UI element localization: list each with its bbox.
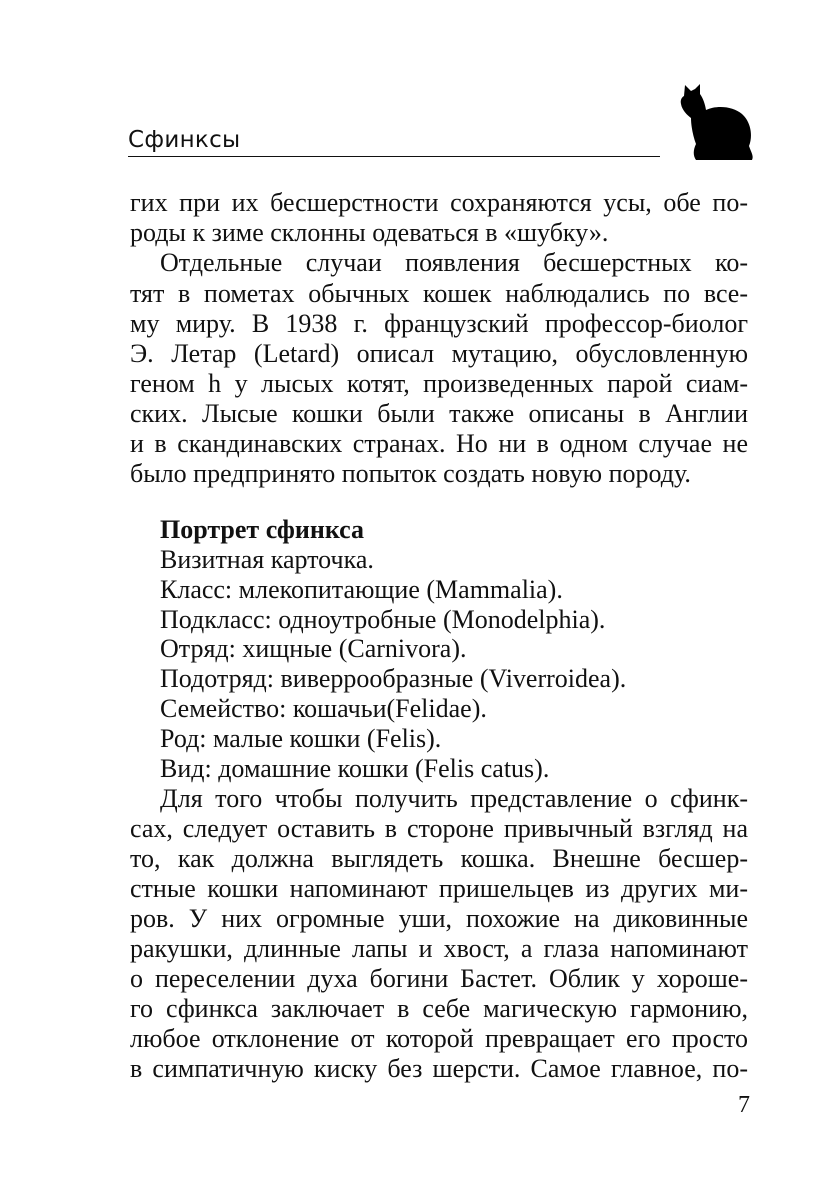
text-line: ров. У них огромные уши, похожие на диковинные bbox=[130, 904, 748, 933]
header-rule bbox=[128, 156, 660, 157]
text-line: му миру. В 1938 г. французский профессор-биолог bbox=[130, 309, 748, 338]
text-line: о переселении духа богини Бастет. Облик у хороше- bbox=[130, 964, 748, 993]
text-line: тят в пометах обычных кошек наблюдались по все- bbox=[130, 279, 748, 308]
text-line: роды к зиме склонны одеваться в «шубку». bbox=[130, 218, 609, 247]
text-line: геном h у лысых котят, произведенных парой сиам- bbox=[130, 369, 748, 398]
text-line: сах, следует оставить в стороне привычный взгляд на bbox=[130, 814, 748, 843]
classification-line: Род: малые кошки (Felis). bbox=[160, 724, 442, 753]
text-line: го сфинкса заключает в себе магическую гармонию, bbox=[130, 994, 748, 1023]
classification-line: Подкласс: одноутробные (Monodelphia). bbox=[160, 605, 606, 634]
text-line: Для того чтобы получить представление о сфинк- bbox=[160, 784, 748, 813]
classification-line: Вид: домашние кошки (Felis catus). bbox=[160, 754, 550, 783]
classification-line: Отряд: хищные (Carnivora). bbox=[160, 634, 467, 663]
classification-line: Подотряд: виверрообразные (Viverroidea). bbox=[160, 664, 627, 693]
section-header-title: Сфинксы bbox=[128, 127, 241, 153]
text-line: ракушки, длинные лапы и хвост, а глаза напоминают bbox=[130, 934, 748, 963]
subsection-heading: Портрет сфинкса bbox=[160, 515, 365, 544]
text-line: и в скандинавских странах. Но ни в одном случае не bbox=[130, 429, 748, 458]
text-line: то, как должна выглядеть кошка. Внешне бесшер- bbox=[130, 844, 748, 873]
cat-silhouette-icon bbox=[676, 82, 756, 162]
text-line: Отдельные случаи появления бесшерстных ко- bbox=[160, 248, 748, 277]
page-number: 7 bbox=[738, 1092, 750, 1118]
text-line: было предпринято попыток создать новую породу. bbox=[130, 459, 691, 488]
text-line: любое отклонение от которой превращает его просто bbox=[130, 1024, 748, 1053]
text-line: гих при их бесшерстности сохраняются усы, обе по- bbox=[130, 188, 748, 217]
text-line: стные кошки напоминают пришельцев из других ми- bbox=[130, 874, 748, 903]
text-line: Э. Летар (Letard) описал мутацию, обусловленную bbox=[130, 339, 748, 368]
classification-line: Семейство: кошачьи(Felidae). bbox=[160, 694, 487, 723]
text-line: ских. Лысые кошки были также описаны в Англии bbox=[130, 399, 748, 428]
classification-line: Класс: млекопитающие (Mammalia). bbox=[160, 575, 563, 604]
classification-line: Визитная карточка. bbox=[160, 545, 374, 574]
text-line: в симпатичную киску без шерсти. Самое главное, по- bbox=[130, 1054, 748, 1083]
